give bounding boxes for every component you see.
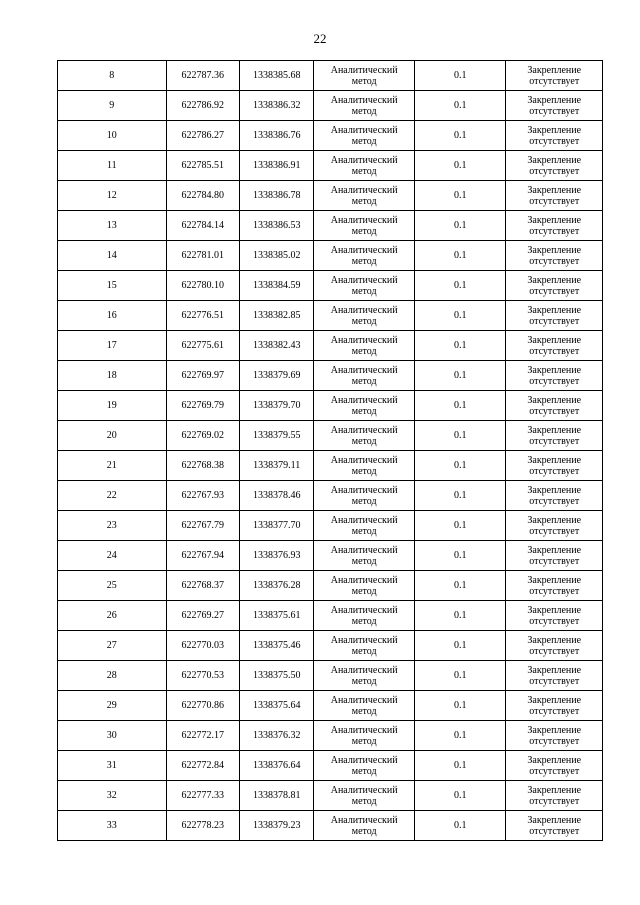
table-row <box>58 61 603 91</box>
method-cell-line-1: Аналитический <box>330 124 398 136</box>
method-cell-line-1: Аналитический <box>330 364 398 376</box>
method-cell-line-2: метод <box>351 225 377 237</box>
method-cell <box>314 91 415 121</box>
marker-cell-line-2: отсутствует <box>529 105 580 117</box>
x-coordinate-cell: 622781.01 <box>166 241 239 271</box>
table-row <box>58 391 603 421</box>
method-cell-line-1: Аналитический <box>330 394 398 406</box>
method-cell-line-1: Аналитический <box>330 574 398 586</box>
method-cell <box>314 571 415 601</box>
y-coordinate-cell: 1338379.55 <box>239 421 313 451</box>
table-row <box>58 181 603 211</box>
y-coordinate-cell: 1338375.46 <box>239 631 313 661</box>
marker-cell-line-1: Закрепление <box>527 544 582 556</box>
point-number-cell: 26 <box>58 601 167 631</box>
accuracy-cell: 0.1 <box>414 391 506 421</box>
x-coordinate-cell: 622784.14 <box>166 211 239 241</box>
method-cell-line-1: Аналитический <box>330 244 398 256</box>
method-cell-line-2: метод <box>351 495 377 507</box>
method-cell-line-2: метод <box>351 525 377 537</box>
y-coordinate-cell: 1338375.61 <box>239 601 313 631</box>
method-cell <box>314 781 415 811</box>
table-row <box>58 811 603 841</box>
method-cell <box>314 361 415 391</box>
method-cell-line-1: Аналитический <box>330 154 398 166</box>
table-row <box>58 121 603 151</box>
method-cell-line-1: Аналитический <box>330 724 398 736</box>
coordinates-table <box>57 60 603 841</box>
marker-cell-line-1: Закрепление <box>527 304 582 316</box>
point-number-cell: 31 <box>58 751 167 781</box>
marker-cell <box>506 181 603 211</box>
table-row <box>58 541 603 571</box>
y-coordinate-cell: 1338376.64 <box>239 751 313 781</box>
y-coordinate-cell: 1338384.59 <box>239 271 313 301</box>
accuracy-cell: 0.1 <box>414 61 506 91</box>
point-number-cell: 19 <box>58 391 167 421</box>
marker-cell-line-2: отсутствует <box>529 615 580 627</box>
x-coordinate-cell: 622769.97 <box>166 361 239 391</box>
point-number-cell: 10 <box>58 121 167 151</box>
marker-cell-line-2: отсутствует <box>529 765 580 777</box>
accuracy-cell: 0.1 <box>414 601 506 631</box>
x-coordinate-cell: 622776.51 <box>166 301 239 331</box>
marker-cell <box>506 541 603 571</box>
method-cell-line-1: Аналитический <box>330 424 398 436</box>
point-number-cell: 20 <box>58 421 167 451</box>
point-number-cell: 8 <box>58 61 167 91</box>
method-cell <box>314 451 415 481</box>
x-coordinate-cell: 622778.23 <box>166 811 239 841</box>
marker-cell-line-2: отсутствует <box>529 405 580 417</box>
method-cell-line-2: метод <box>351 765 377 777</box>
method-cell-line-2: метод <box>351 795 377 807</box>
point-number-cell: 22 <box>58 481 167 511</box>
method-cell-line-1: Аналитический <box>330 514 398 526</box>
marker-cell-line-1: Закрепление <box>527 424 582 436</box>
y-coordinate-cell: 1338375.50 <box>239 661 313 691</box>
marker-cell <box>506 271 603 301</box>
accuracy-cell: 0.1 <box>414 811 506 841</box>
x-coordinate-cell: 622786.27 <box>166 121 239 151</box>
table-row <box>58 631 603 661</box>
method-cell-line-2: метод <box>351 465 377 477</box>
accuracy-cell: 0.1 <box>414 91 506 121</box>
method-cell-line-2: метод <box>351 825 377 837</box>
method-cell-line-2: метод <box>351 195 377 207</box>
marker-cell-line-2: отсутствует <box>529 465 580 477</box>
method-cell-line-2: метод <box>351 435 377 447</box>
method-cell-line-1: Аналитический <box>330 634 398 646</box>
table-row <box>58 661 603 691</box>
method-cell <box>314 751 415 781</box>
accuracy-cell: 0.1 <box>414 691 506 721</box>
marker-cell-line-1: Закрепление <box>527 694 582 706</box>
x-coordinate-cell: 622769.02 <box>166 421 239 451</box>
marker-cell-line-2: отсутствует <box>529 435 580 447</box>
accuracy-cell: 0.1 <box>414 151 506 181</box>
accuracy-cell: 0.1 <box>414 301 506 331</box>
marker-cell <box>506 511 603 541</box>
marker-cell-line-1: Закрепление <box>527 214 582 226</box>
method-cell-line-1: Аналитический <box>330 214 398 226</box>
marker-cell-line-1: Закрепление <box>527 64 582 76</box>
table-row <box>58 331 603 361</box>
method-cell <box>314 181 415 211</box>
method-cell-line-2: метод <box>351 675 377 687</box>
table-row <box>58 211 603 241</box>
y-coordinate-cell: 1338379.23 <box>239 811 313 841</box>
table-row <box>58 781 603 811</box>
marker-cell <box>506 451 603 481</box>
marker-cell <box>506 571 603 601</box>
marker-cell-line-1: Закрепление <box>527 814 582 826</box>
point-number-cell: 16 <box>58 301 167 331</box>
method-cell-line-2: метод <box>351 165 377 177</box>
accuracy-cell: 0.1 <box>414 211 506 241</box>
point-number-cell: 12 <box>58 181 167 211</box>
method-cell <box>314 271 415 301</box>
marker-cell <box>506 301 603 331</box>
marker-cell <box>506 121 603 151</box>
table-row <box>58 301 603 331</box>
method-cell-line-1: Аналитический <box>330 754 398 766</box>
method-cell <box>314 241 415 271</box>
method-cell <box>314 331 415 361</box>
method-cell <box>314 61 415 91</box>
method-cell-line-2: метод <box>351 375 377 387</box>
y-coordinate-cell: 1338386.76 <box>239 121 313 151</box>
marker-cell-line-1: Закрепление <box>527 364 582 376</box>
point-number-cell: 9 <box>58 91 167 121</box>
x-coordinate-cell: 622770.86 <box>166 691 239 721</box>
x-coordinate-cell: 622768.37 <box>166 571 239 601</box>
marker-cell-line-2: отсутствует <box>529 315 580 327</box>
method-cell-line-2: метод <box>351 285 377 297</box>
y-coordinate-cell: 1338379.69 <box>239 361 313 391</box>
x-coordinate-cell: 622772.84 <box>166 751 239 781</box>
table-row <box>58 691 603 721</box>
y-coordinate-cell: 1338386.32 <box>239 91 313 121</box>
table-row <box>58 751 603 781</box>
y-coordinate-cell: 1338376.32 <box>239 721 313 751</box>
x-coordinate-cell: 622767.94 <box>166 541 239 571</box>
point-number-cell: 30 <box>58 721 167 751</box>
point-number-cell: 25 <box>58 571 167 601</box>
method-cell-line-1: Аналитический <box>330 304 398 316</box>
marker-cell <box>506 631 603 661</box>
accuracy-cell: 0.1 <box>414 661 506 691</box>
method-cell <box>314 121 415 151</box>
method-cell-line-2: метод <box>351 345 377 357</box>
marker-cell-line-1: Закрепление <box>527 244 582 256</box>
marker-cell-line-2: отсутствует <box>529 285 580 297</box>
x-coordinate-cell: 622784.80 <box>166 181 239 211</box>
marker-cell <box>506 811 603 841</box>
accuracy-cell: 0.1 <box>414 751 506 781</box>
marker-cell-line-1: Закрепление <box>527 94 582 106</box>
table-row <box>58 241 603 271</box>
marker-cell-line-1: Закрепление <box>527 184 582 196</box>
marker-cell-line-2: отсутствует <box>529 525 580 537</box>
table-row <box>58 271 603 301</box>
marker-cell-line-2: отсутствует <box>529 135 580 147</box>
x-coordinate-cell: 622770.53 <box>166 661 239 691</box>
marker-cell <box>506 751 603 781</box>
method-cell-line-2: метод <box>351 645 377 657</box>
y-coordinate-cell: 1338376.93 <box>239 541 313 571</box>
marker-cell <box>506 361 603 391</box>
table-row <box>58 511 603 541</box>
table-row <box>58 151 603 181</box>
point-number-cell: 32 <box>58 781 167 811</box>
point-number-cell: 13 <box>58 211 167 241</box>
marker-cell-line-1: Закрепление <box>527 754 582 766</box>
method-cell-line-1: Аналитический <box>330 604 398 616</box>
method-cell <box>314 211 415 241</box>
marker-cell <box>506 781 603 811</box>
method-cell-line-1: Аналитический <box>330 94 398 106</box>
marker-cell-line-2: отсутствует <box>529 225 580 237</box>
y-coordinate-cell: 1338385.02 <box>239 241 313 271</box>
method-cell-line-1: Аналитический <box>330 784 398 796</box>
method-cell-line-2: метод <box>351 705 377 717</box>
accuracy-cell: 0.1 <box>414 511 506 541</box>
accuracy-cell: 0.1 <box>414 421 506 451</box>
method-cell-line-1: Аналитический <box>330 184 398 196</box>
accuracy-cell: 0.1 <box>414 241 506 271</box>
marker-cell-line-2: отсутствует <box>529 825 580 837</box>
accuracy-cell: 0.1 <box>414 721 506 751</box>
method-cell <box>314 391 415 421</box>
accuracy-cell: 0.1 <box>414 331 506 361</box>
table-row <box>58 571 603 601</box>
marker-cell-line-1: Закрепление <box>527 514 582 526</box>
marker-cell-line-2: отсутствует <box>529 375 580 387</box>
marker-cell-line-1: Закрепление <box>527 394 582 406</box>
marker-cell <box>506 601 603 631</box>
y-coordinate-cell: 1338376.28 <box>239 571 313 601</box>
y-coordinate-cell: 1338379.70 <box>239 391 313 421</box>
x-coordinate-cell: 622775.61 <box>166 331 239 361</box>
accuracy-cell: 0.1 <box>414 451 506 481</box>
point-number-cell: 27 <box>58 631 167 661</box>
accuracy-cell: 0.1 <box>414 781 506 811</box>
marker-cell-line-1: Закрепление <box>527 154 582 166</box>
method-cell-line-2: метод <box>351 555 377 567</box>
x-coordinate-cell: 622769.27 <box>166 601 239 631</box>
marker-cell-line-1: Закрепление <box>527 574 582 586</box>
accuracy-cell: 0.1 <box>414 121 506 151</box>
method-cell-line-1: Аналитический <box>330 454 398 466</box>
y-coordinate-cell: 1338382.43 <box>239 331 313 361</box>
y-coordinate-cell: 1338382.85 <box>239 301 313 331</box>
coordinates-table-body <box>58 61 603 841</box>
x-coordinate-cell: 622787.36 <box>166 61 239 91</box>
accuracy-cell: 0.1 <box>414 181 506 211</box>
marker-cell <box>506 211 603 241</box>
method-cell-line-2: метод <box>351 405 377 417</box>
page-number: 22 <box>313 31 327 46</box>
method-cell-line-2: метод <box>351 75 377 87</box>
x-coordinate-cell: 622767.79 <box>166 511 239 541</box>
method-cell <box>314 481 415 511</box>
method-cell <box>314 511 415 541</box>
marker-cell <box>506 91 603 121</box>
method-cell-line-2: метод <box>351 735 377 747</box>
y-coordinate-cell: 1338386.78 <box>239 181 313 211</box>
table-row <box>58 721 603 751</box>
method-cell-line-1: Аналитический <box>330 814 398 826</box>
y-coordinate-cell: 1338375.64 <box>239 691 313 721</box>
marker-cell-line-2: отсутствует <box>529 735 580 747</box>
method-cell <box>314 721 415 751</box>
marker-cell-line-2: отсутствует <box>529 345 580 357</box>
y-coordinate-cell: 1338377.70 <box>239 511 313 541</box>
method-cell-line-1: Аналитический <box>330 484 398 496</box>
point-number-cell: 28 <box>58 661 167 691</box>
marker-cell-line-1: Закрепление <box>527 454 582 466</box>
method-cell-line-1: Аналитический <box>330 664 398 676</box>
marker-cell-line-1: Закрепление <box>527 634 582 646</box>
y-coordinate-cell: 1338386.91 <box>239 151 313 181</box>
point-number-cell: 15 <box>58 271 167 301</box>
method-cell <box>314 541 415 571</box>
accuracy-cell: 0.1 <box>414 361 506 391</box>
marker-cell-line-2: отсутствует <box>529 75 580 87</box>
method-cell-line-1: Аналитический <box>330 64 398 76</box>
accuracy-cell: 0.1 <box>414 631 506 661</box>
marker-cell-line-1: Закрепление <box>527 274 582 286</box>
y-coordinate-cell: 1338378.46 <box>239 481 313 511</box>
y-coordinate-cell: 1338379.11 <box>239 451 313 481</box>
marker-cell-line-1: Закрепление <box>527 124 582 136</box>
method-cell <box>314 631 415 661</box>
table-row <box>58 601 603 631</box>
table-row <box>58 451 603 481</box>
x-coordinate-cell: 622785.51 <box>166 151 239 181</box>
accuracy-cell: 0.1 <box>414 271 506 301</box>
x-coordinate-cell: 622768.38 <box>166 451 239 481</box>
method-cell <box>314 151 415 181</box>
method-cell-line-2: метод <box>351 105 377 117</box>
marker-cell <box>506 241 603 271</box>
method-cell <box>314 811 415 841</box>
accuracy-cell: 0.1 <box>414 571 506 601</box>
method-cell-line-2: метод <box>351 615 377 627</box>
x-coordinate-cell: 622786.92 <box>166 91 239 121</box>
method-cell-line-2: метод <box>351 255 377 267</box>
marker-cell-line-1: Закрепление <box>527 334 582 346</box>
marker-cell <box>506 151 603 181</box>
point-number-cell: 18 <box>58 361 167 391</box>
marker-cell <box>506 481 603 511</box>
marker-cell-line-2: отсутствует <box>529 165 580 177</box>
accuracy-cell: 0.1 <box>414 481 506 511</box>
marker-cell <box>506 691 603 721</box>
marker-cell-line-2: отсутствует <box>529 645 580 657</box>
marker-cell-line-2: отсутствует <box>529 585 580 597</box>
method-cell <box>314 601 415 631</box>
marker-cell <box>506 421 603 451</box>
point-number-cell: 24 <box>58 541 167 571</box>
marker-cell-line-1: Закрепление <box>527 784 582 796</box>
marker-cell-line-2: отсутствует <box>529 705 580 717</box>
table-row <box>58 421 603 451</box>
marker-cell-line-2: отсутствует <box>529 195 580 207</box>
method-cell-line-2: метод <box>351 315 377 327</box>
marker-cell-line-2: отсутствует <box>529 495 580 507</box>
marker-cell-line-2: отсутствует <box>529 255 580 267</box>
x-coordinate-cell: 622772.17 <box>166 721 239 751</box>
point-number-cell: 17 <box>58 331 167 361</box>
method-cell <box>314 301 415 331</box>
x-coordinate-cell: 622777.33 <box>166 781 239 811</box>
method-cell <box>314 661 415 691</box>
x-coordinate-cell: 622780.10 <box>166 271 239 301</box>
marker-cell-line-2: отсутствует <box>529 795 580 807</box>
marker-cell <box>506 661 603 691</box>
method-cell-line-1: Аналитический <box>330 334 398 346</box>
point-number-cell: 33 <box>58 811 167 841</box>
marker-cell-line-2: отсутствует <box>529 555 580 567</box>
marker-cell-line-1: Закрепление <box>527 664 582 676</box>
y-coordinate-cell: 1338385.68 <box>239 61 313 91</box>
marker-cell <box>506 721 603 751</box>
table-row <box>58 361 603 391</box>
point-number-cell: 23 <box>58 511 167 541</box>
marker-cell-line-2: отсутствует <box>529 675 580 687</box>
marker-cell-line-1: Закрепление <box>527 604 582 616</box>
method-cell-line-1: Аналитический <box>330 544 398 556</box>
method-cell <box>314 691 415 721</box>
point-number-cell: 21 <box>58 451 167 481</box>
marker-cell-line-1: Закрепление <box>527 484 582 496</box>
y-coordinate-cell: 1338386.53 <box>239 211 313 241</box>
method-cell-line-2: метод <box>351 135 377 147</box>
point-number-cell: 11 <box>58 151 167 181</box>
point-number-cell: 14 <box>58 241 167 271</box>
method-cell-line-1: Аналитический <box>330 694 398 706</box>
method-cell-line-1: Аналитический <box>330 274 398 286</box>
method-cell <box>314 421 415 451</box>
x-coordinate-cell: 622767.93 <box>166 481 239 511</box>
x-coordinate-cell: 622769.79 <box>166 391 239 421</box>
x-coordinate-cell: 622770.03 <box>166 631 239 661</box>
accuracy-cell: 0.1 <box>414 541 506 571</box>
method-cell-line-2: метод <box>351 585 377 597</box>
table-row <box>58 91 603 121</box>
marker-cell-line-1: Закрепление <box>527 724 582 736</box>
marker-cell <box>506 331 603 361</box>
table-row <box>58 481 603 511</box>
y-coordinate-cell: 1338378.81 <box>239 781 313 811</box>
marker-cell <box>506 61 603 91</box>
marker-cell <box>506 391 603 421</box>
point-number-cell: 29 <box>58 691 167 721</box>
